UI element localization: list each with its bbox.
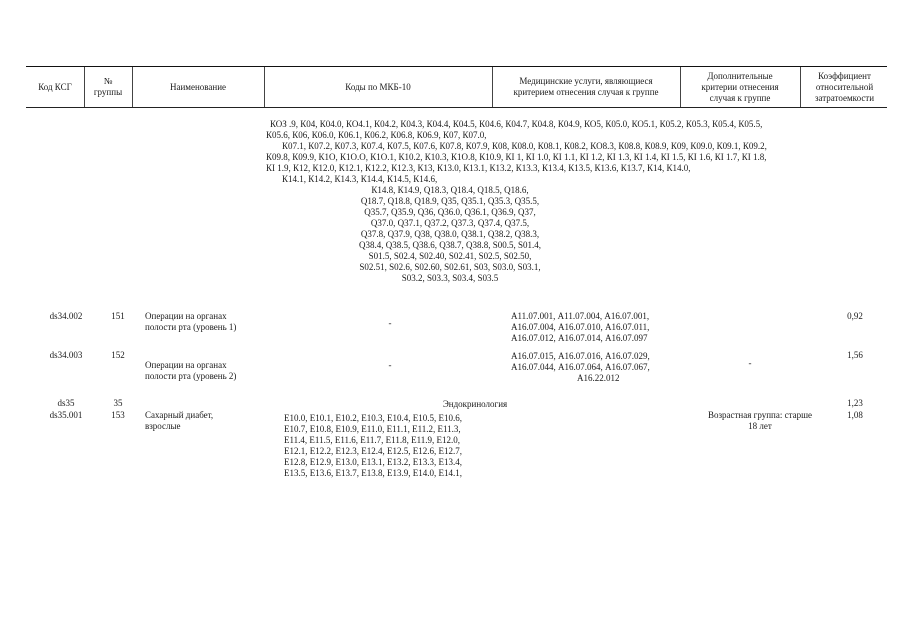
- row-coefficient: 1,56: [847, 350, 863, 360]
- mkb-line: Q37.8, Q37.9, Q38, Q38.0, Q38.1, Q38.2, Q38.3,: [360, 229, 540, 239]
- row-group: 153: [111, 410, 125, 420]
- header-divider: [800, 67, 801, 107]
- row-group: 152: [111, 350, 125, 360]
- row-mkb: -: [388, 318, 392, 328]
- mkb-line: Q37.0, Q37.1, Q37.2, Q37.3, Q37.4, Q37.5,: [370, 218, 530, 228]
- mkb-continuation-centered: [330, 185, 570, 284]
- mkb-line: К14.8, К14.9, Q18.3, Q18.4, Q18.5, Q18.6,: [371, 185, 529, 195]
- row-name: Операции на органах полости рта (уровень 1): [145, 311, 237, 332]
- header-mkb: Коды по МКБ-10: [345, 81, 411, 92]
- mkb-line: Q38.4, Q38.5, Q38.6, Q38.7, Q38.8, S00.5, S01.4,: [358, 240, 541, 250]
- header-divider: [84, 67, 85, 107]
- row-coefficient: 0,92: [847, 311, 863, 321]
- row-name: Операции на органах полости рта (уровень 2): [145, 360, 237, 381]
- mkb-line: К14.1, К14.2, К14.3, К14.4, К14.5, К14.6,: [282, 174, 438, 184]
- row-extra-criteria: -: [748, 358, 752, 368]
- section-group: 35: [113, 398, 123, 408]
- row-services: А11.07.001, А11.07.004, А16.07.001, А16.07.004, А16.07.010, А16.07.011, А16.07.012, А16.07.014, А16.07.097: [511, 311, 650, 343]
- header-divider: [264, 67, 265, 107]
- row-code: ds34.003: [49, 350, 83, 360]
- header-services: Медицинские услуги, являющиеся критерием отнесения случая к группе: [513, 76, 659, 97]
- row-services: А16.07.015, А16.07.016, А16.07.029, А16.07.044, А16.07.064, А16.07.067, А16.22.012: [511, 351, 650, 383]
- mkb-continuation-block: [260, 119, 900, 185]
- header-divider: [492, 67, 493, 107]
- section-code: ds35: [57, 398, 75, 408]
- row-code: ds35.001: [49, 410, 83, 420]
- section-title: Эндокринология: [442, 399, 508, 409]
- row-name: Сахарный диабет, взрослые: [145, 410, 214, 431]
- header-group-no: № группы: [93, 76, 123, 97]
- row-code: ds34.002: [49, 311, 83, 321]
- header-coefficient: Коэффициент относительной затратоемкости: [814, 70, 875, 103]
- mkb-line: К05.6, К06, К06.0, К06.1, К06.2, К06.8, К06.9, К07, К07.0,: [266, 130, 487, 140]
- header-code: Код КСГ: [38, 81, 72, 92]
- mkb-line: S03.2, S03.3, S03.4, S03.5: [401, 273, 499, 283]
- header-name: Наименование: [169, 81, 227, 92]
- mkb-line: КI 1.9, К12, К12.0, К12.1, К12.2, К12.3, К13, К13.0, К13.1, К13.2, К13.3, К13.4, К13.5, К13.6, К13.7, К14, К14.0,: [266, 163, 691, 173]
- mkb-line: S01.5, S02.4, S02.40, S02.41, S02.5, S02.50,: [368, 251, 532, 261]
- row-mkb: -: [388, 360, 392, 370]
- section-coefficient: 1,23: [847, 398, 863, 408]
- row-coefficient: 1,08: [847, 410, 863, 420]
- row-group: 151: [111, 311, 125, 321]
- header-divider: [680, 67, 681, 107]
- header-extra-criteria: Дополнительные критерии отнесения случая к группе: [701, 70, 779, 103]
- row-extra-criteria: Возрастная группа: старше 18 лет: [707, 410, 813, 431]
- header-divider: [132, 67, 133, 107]
- header-bottom-rule: [26, 107, 887, 108]
- mkb-line: К07.1, К07.2, К07.3, К07.4, К07.5, К07.6, К07.8, К07.9, К08, К08.0, К08.1, К08.2, КО8.3, К08.8, К08.9, К09, К09.0, К09.1, К09.2,: [282, 141, 767, 151]
- mkb-line: КОЗ .9, К04, К04.0, КО4.1, К04.2, К04.3, К04.4, К04.5, К04.6, К04.7, К04.8, К04.9, КО5, К05.0, КО5.1, К05.2, К05.3, К05.4, К05.5,: [270, 119, 763, 129]
- mkb-line: К09.8, К09.9, К1О, К1О.О, К1О.1, К10.2, К10.3, К1О.8, К10.9, КI 1, КI 1.0, КI 1.1, КI 1.2, КI 1.3, КI 1.4, КI 1.5, КI 1.6, КI 1.7, КI 1.8,: [266, 152, 767, 162]
- mkb-line: Q18.7, Q18.8, Q18.9, Q35, Q35.1, Q35.3, Q35.5,: [360, 196, 540, 206]
- mkb-line: S02.51, S02.6, S02.60, S02.61, S03, S03.0, S03.1,: [359, 262, 541, 272]
- mkb-line: Q35.7, Q35.9, Q36, Q36.0, Q36.1, Q36.9, Q37,: [364, 207, 536, 217]
- row-mkb: Е10.0, Е10.1, Е10.2, Е10.3, Е10.4, Е10.5, Е10.6, Е10.7, Е10.8, Е10.9, Е11.0, Е11.1, Е11.2, Е11.3, Е11.4, Е11.5, Е11.6, Е11.7, Е11.8, Е11.9, Е12.0, Е12.1, Е12.2, Е12.3, Е12.4, Е12.5, Е12.6, Е12.7, Е12.8, Е12.9, Е13.0, Е13.1, Е13.2, Е13.3, Е13.4, Е13.5, Е13.6, Е13.7, Е13.8, Е13.9, Е14.0, Е14.1,: [284, 413, 462, 478]
